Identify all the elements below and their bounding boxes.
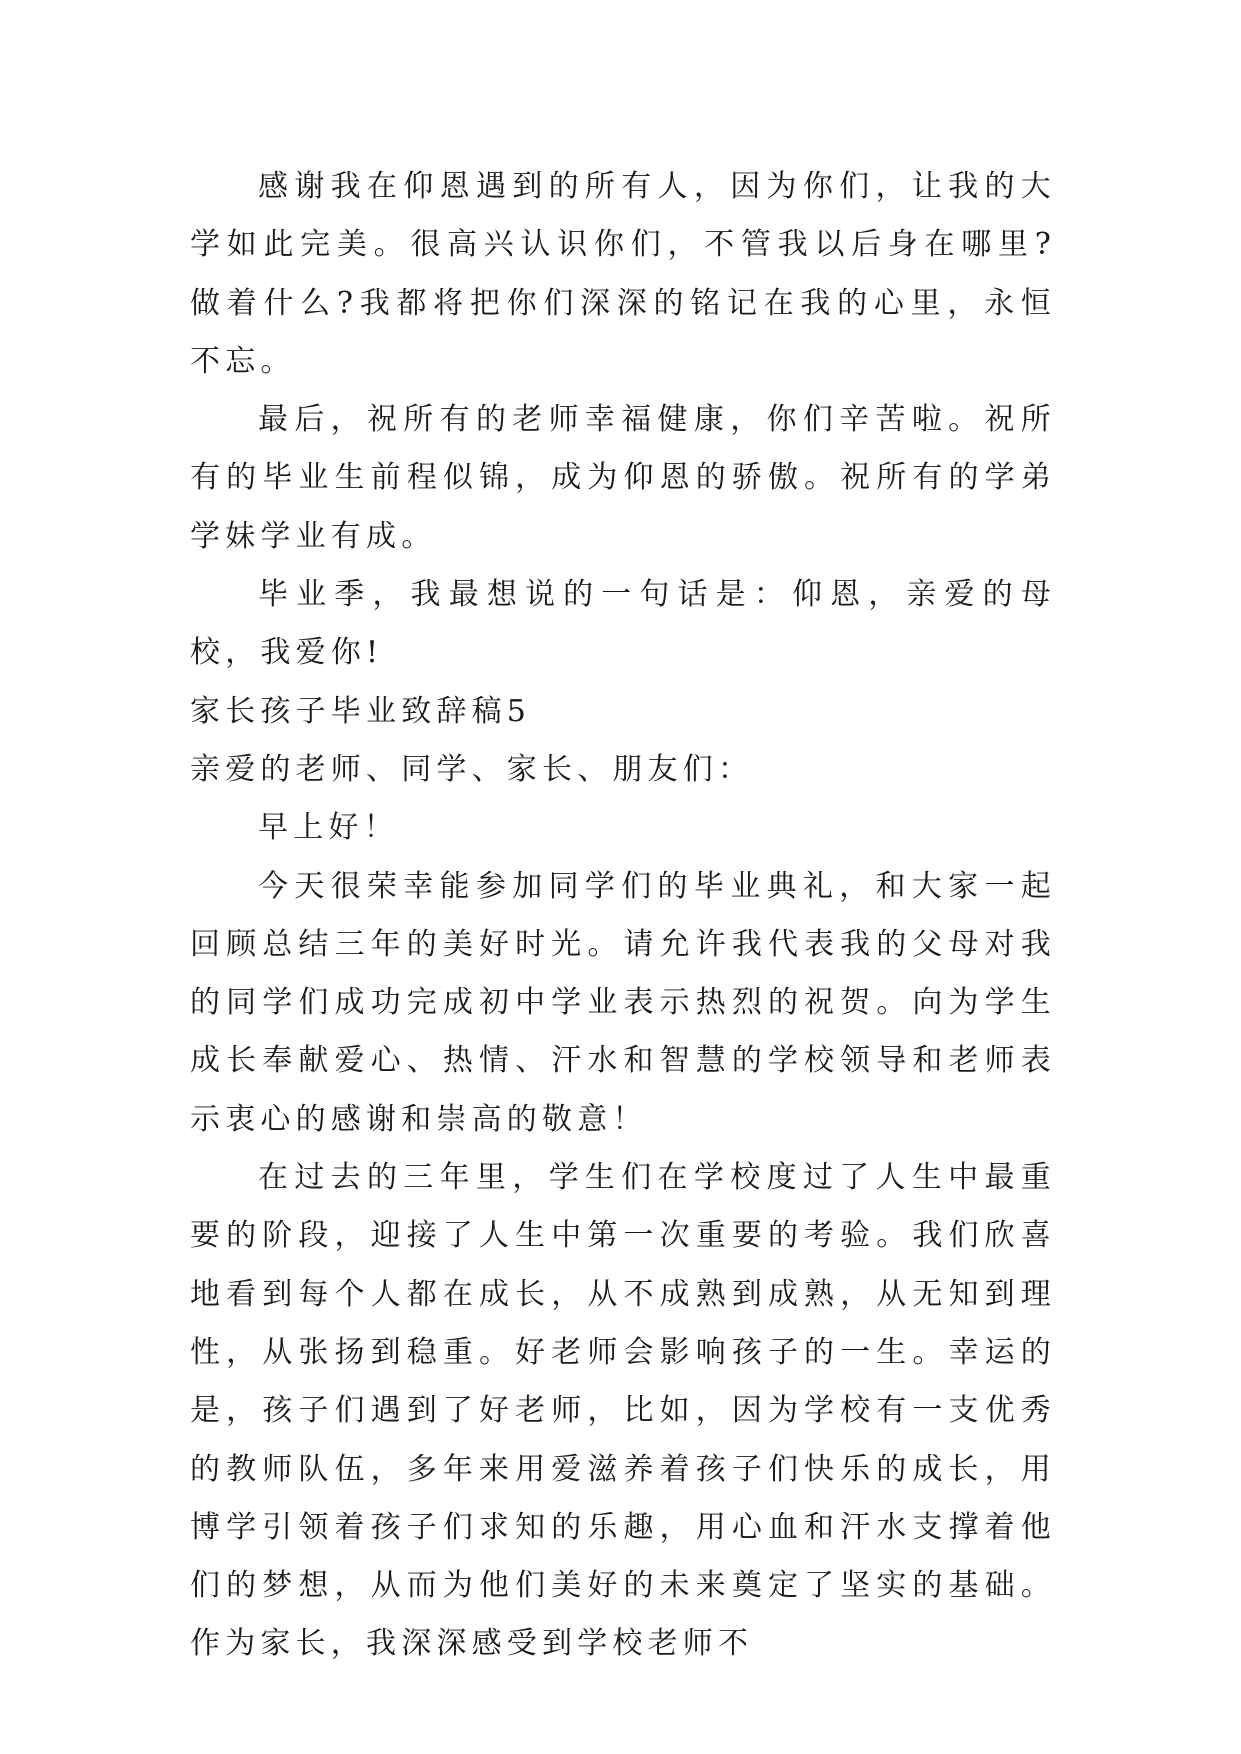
paragraph-thanks: 感谢我在仰恩遇到的所有人，因为你们，让我的大学如此完美。很高兴认识你们，不管我以后身在哪里?做着什么?我都将把你们深深的铭记在我的心里，永恒不忘。 [190,169,1056,379]
document-body [190,158,1056,1674]
salutation: 亲爱的老师、同学、家长、朋友们： [190,751,754,787]
paragraph-reflection: 在过去的三年里，学生们在学校度过了人生中最重要的阶段，迎接了人生中第一次重要的考验。我们欣喜地看到每个人都在成长，从不成熟到成熟，从无知到理性，从张扬到稳重。好老师会影响孩子的一生。幸运的是，孩子们遇到了好老师，比如，因为学校有一支优秀的教师队伍，多年来用爱滋养着孩子们快乐的成长，用博学引领着孩子们求知的乐趣，用心血和汗水支撑着他们的梦想，从而为他们美好的未来奠定了坚实的基础。作为家长，我深深感受到学校老师不 [190,1160,1056,1662]
paragraph-greeting: 早上好！ [258,810,399,846]
paragraph-graduation-quote: 毕业季，我最想说的一句话是：仰恩，亲爱的母校，我爱你! [190,577,1056,671]
section-title: 家长孩子毕业致辞稿5 [190,693,532,729]
paragraph-congratulations: 今天很荣幸能参加同学们的毕业典礼，和大家一起回顾总结三年的美好时光。请允许我代表我的父母对我的同学们成功完成初中学业表示热烈的祝贺。向为学生成长奉献爱心、热情、汗水和智慧的学校领导和老师表示衷心的感谢和崇高的敬意！ [190,868,1056,1137]
paragraph-wishes: 最后，祝所有的老师幸福健康，你们辛苦啦。祝所有的毕业生前程似锦，成为仰恩的骄傲。祝所有的学弟学妹学业有成。 [190,402,1056,554]
